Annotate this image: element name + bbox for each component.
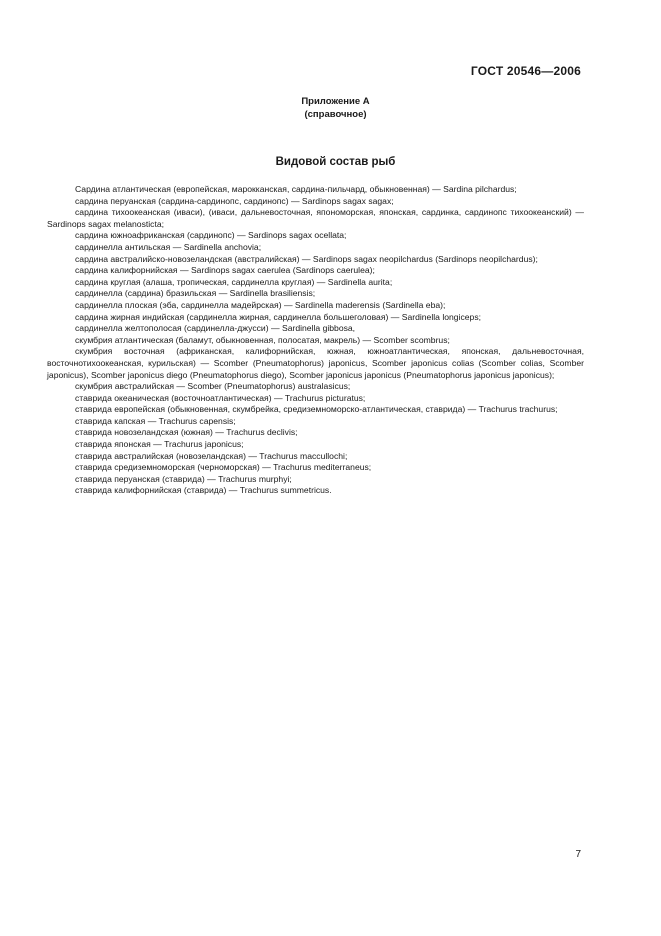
- species-entry: ставрида новозеландская (южная) — Trachurus declivis;: [75, 427, 298, 438]
- species-entry: сардинелла (сардина) бразильская — Sardinella brasiliensis;: [75, 288, 316, 299]
- species-entry: сардина круглая (алаша, тропическая, сардинелла круглая) — Sardinella aurita;: [75, 276, 393, 287]
- species-entry: ставрида калифорнийская (ставрида) — Trachurus summetricus.: [75, 485, 332, 496]
- page-number: 7: [575, 849, 581, 860]
- species-entry: сардина перуанская (сардина-сардинопс, сардинопс) — Sardinops sagax sagax;: [75, 195, 394, 206]
- species-entry: ставрида австралийская (новозеландская) — Trachurus maccullochi;: [75, 450, 348, 461]
- species-entry: ставрида средиземноморская (черноморская) — Trachurus mediterraneus;: [75, 462, 372, 473]
- species-entry: скумбрия австралийская — Scomber (Pneumatophorus) australasicus;: [75, 381, 351, 392]
- species-entry: Сардина атлантическая (европейская, марокканская, сардина-пильчард, обыкновенная) — Sardina pilchardus;: [75, 184, 517, 194]
- species-entry: сардинелла плоская (эба, сардинелла мадейрская) — Sardinella maderensis (Sardinella eba);: [75, 299, 446, 310]
- species-entry: ставрида японская — Trachurus japonicus;: [75, 439, 244, 450]
- species-entry: сардина тихоокеанская (иваси), (иваси, дальневосточная, япономорская, японская, сардинка, сардинопс тихоокеанский) — Sardinops sagax melanosticta;: [47, 207, 584, 229]
- section-title: Видовой состав рыб: [275, 156, 396, 168]
- species-entry: сардинелла желтополосая (сардинелла-джусси) — Sardinella gibbosa,: [75, 323, 356, 334]
- species-list: [47, 184, 584, 497]
- appendix-label: Приложение А: [301, 96, 370, 107]
- standard-code: ГОСТ 20546—2006: [470, 64, 581, 78]
- species-entry: сардинелла антильская — Sardinella anchovia;: [75, 241, 262, 252]
- species-entry: ставрида перуанская (ставрида) — Trachurus murphyi;: [75, 473, 292, 484]
- species-entry: сардина жирная индийская (сардинелла жирная, сардинелла большеголовая) — Sardinella longiceps;: [75, 311, 482, 322]
- species-entry: ставрида капская — Trachurus capensis;: [75, 415, 236, 426]
- species-entry: сардина калифорнийская — Sardinops sagax caerulea (Sardinops caerulea);: [75, 265, 375, 276]
- appendix-type: (справочное): [304, 109, 367, 120]
- species-entry: сардина южноафриканская (сардинопс) — Sardinops sagax ocellata;: [75, 230, 347, 241]
- species-entry: скумбрия атлантическая (баламут, обыкновенная, полосатая, макрель) — Scomber scombrus;: [75, 334, 450, 345]
- species-entry: сардина австралийско-новозеландская (австралийская) — Sardinops sagax neopilchardus (Sardinops neopilchardus);: [75, 253, 538, 264]
- species-entry: ставрида океаническая (восточноатлантическая) — Trachurus picturatus;: [75, 392, 366, 403]
- species-entry: ставрида европейская (обыкновенная, скумбрейка, средиземноморско-атлантическая, ставрида) — Trachurus trachurus;: [75, 404, 558, 415]
- appendix-heading: [0, 95, 661, 121]
- species-entry: скумбрия восточная (африканская, калифорнийская, южная, южноатлантическая, японская, дальневосточная, восточнотихоокеанская, курильская) — Scomber (Pneumatophorus) japonicus, Scomber japonicus colias (Scomber colias, Scomber japonicus), Scomber japonicus diego (Pneumatophorus diego), Scomber japonicus japonicus (Pneumatophorus japonicus japonicus);: [47, 346, 584, 380]
